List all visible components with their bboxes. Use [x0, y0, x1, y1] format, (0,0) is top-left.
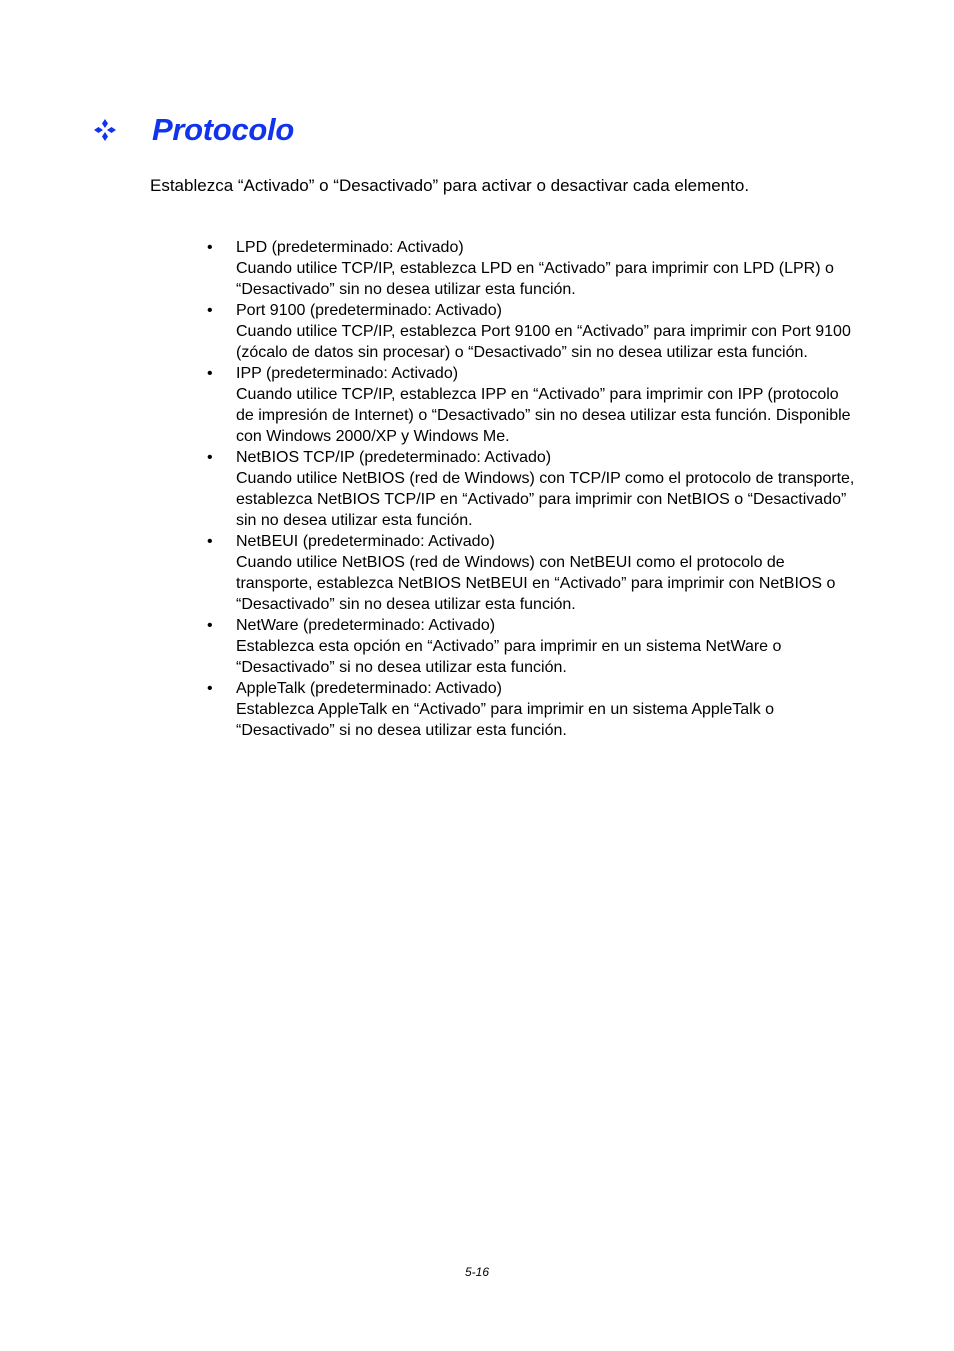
section-heading [93, 112, 294, 148]
bullet-icon: • [207, 239, 213, 256]
item-title: AppleTalk (predeterminado: Activado) [236, 680, 502, 697]
item-title: NetBEUI (predeterminado: Activado) [236, 533, 495, 550]
list-item [207, 615, 857, 678]
list-item [207, 300, 857, 363]
list-item [207, 237, 857, 300]
item-description: Cuando utilice TCP/IP, establezca IPP en “Activado” para imprimir con IPP (protocolo de impresión de Internet) o “Desactivado” sin no desea utilizar esta función. Disponible con Windows 2000/XP y Windows Me. [236, 386, 851, 445]
list-item [207, 363, 857, 447]
protocol-list [207, 237, 857, 741]
bullet-icon: • [207, 302, 213, 319]
item-title: IPP (predeterminado: Activado) [236, 365, 459, 382]
item-description: Establezca esta opción en “Activado” para imprimir en un sistema NetWare o “Desactivado” si no desea utilizar esta función. [236, 638, 782, 676]
diamond-ornament-icon [93, 118, 117, 142]
item-title: Port 9100 (predeterminado: Activado) [236, 302, 502, 319]
intro-text: Establezca “Activado” o “Desactivado” para activar o desactivar cada elemento. [150, 176, 750, 195]
list-item [207, 531, 857, 615]
item-description: Cuando utilice NetBIOS (red de Windows) con NetBEUI como el protocolo de transporte, establezca NetBIOS NetBEUI en “Activado” para imprimir con NetBIOS o “Desactivado” sin no desea utilizar esta función. [236, 554, 836, 613]
bullet-icon: • [207, 617, 213, 634]
page-number: 5-16 [464, 1265, 490, 1279]
item-title: LPD (predeterminado: Activado) [236, 239, 464, 256]
bullet-icon: • [207, 533, 213, 550]
bullet-icon: • [207, 449, 213, 466]
page-title: Protocolo [152, 112, 294, 147]
list-item [207, 678, 857, 741]
bullet-icon: • [207, 365, 213, 382]
item-title: NetBIOS TCP/IP (predeterminado: Activado) [236, 449, 552, 466]
bullet-icon: • [207, 680, 213, 697]
item-description: Cuando utilice TCP/IP, establezca LPD en “Activado” para imprimir con LPD (LPR) o “Desactivado” sin no desea utilizar esta función. [236, 260, 834, 298]
list-item [207, 447, 857, 531]
item-description: Cuando utilice NetBIOS (red de Windows) con TCP/IP como el protocolo de transporte, establezca NetBIOS TCP/IP en “Activado” para imprimir con NetBIOS o “Desactivado” sin no desea utilizar esta función. [236, 470, 855, 529]
item-title: NetWare (predeterminado: Activado) [236, 617, 496, 634]
item-description: Establezca AppleTalk en “Activado” para imprimir en un sistema AppleTalk o “Desactivado” si no desea utilizar esta función. [236, 701, 775, 739]
item-description: Cuando utilice TCP/IP, establezca Port 9100 en “Activado” para imprimir con Port 9100 (zócalo de datos sin procesar) o “Desactivado” sin no desea utilizar esta función. [236, 323, 851, 361]
